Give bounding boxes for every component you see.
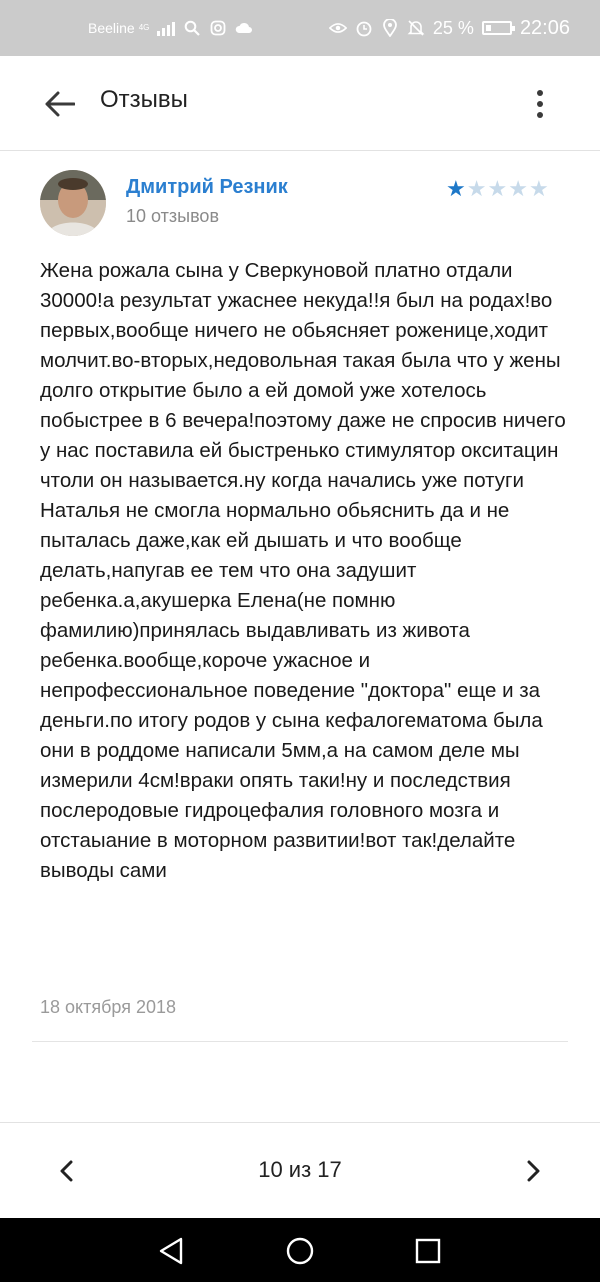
pager-label: 10 из 17 xyxy=(258,1157,342,1182)
alarm-icon xyxy=(355,19,373,37)
system-nav-bar xyxy=(0,1218,600,1282)
home-circle-icon xyxy=(285,1236,315,1266)
recents-square-icon xyxy=(415,1238,441,1264)
divider xyxy=(32,1041,568,1042)
status-right xyxy=(329,0,570,56)
next-review-button[interactable] xyxy=(514,1151,554,1191)
star-empty-icon: ★ xyxy=(508,177,528,202)
back-button[interactable] xyxy=(40,86,80,122)
battery-fill xyxy=(486,25,492,31)
author-name[interactable]: Дмитрий Резник xyxy=(126,176,288,198)
clock: 22:06 xyxy=(519,16,570,39)
mute-icon xyxy=(407,19,425,37)
status-bar xyxy=(0,0,600,56)
search-icon xyxy=(183,19,201,37)
page-title: Отзывы xyxy=(100,86,188,113)
network-type xyxy=(139,24,150,32)
chevron-right-icon xyxy=(527,1160,541,1182)
more-options-button[interactable] xyxy=(526,86,554,122)
location-icon xyxy=(381,19,399,37)
star-empty-icon: ★ xyxy=(528,177,549,202)
eye-icon xyxy=(329,19,347,37)
review-date: 18 октября 2018 xyxy=(40,997,177,1017)
battery-percent: 25 % xyxy=(432,17,474,38)
status-left xyxy=(88,0,253,56)
instagram-icon xyxy=(209,19,227,37)
star-empty-icon: ★ xyxy=(466,177,487,202)
avatar[interactable] xyxy=(40,170,106,236)
cloud-icon xyxy=(235,19,253,37)
star-filled-icon: ★ xyxy=(446,177,466,202)
nav-recents-button[interactable] xyxy=(413,1236,443,1266)
signal-icon xyxy=(157,20,175,36)
app-bar xyxy=(0,56,600,151)
nav-home-button[interactable] xyxy=(285,1236,315,1266)
author-reviews-count: 10 отзывов xyxy=(126,206,220,226)
review-text: Жена рожала сына у Сверкуновой платно отдали 30000!а результат ужаснее некуда!!я был на родах!во первых,вообще ничего не обьясняет роженице,ходит молчит.во-вторых,недовольная такая была что у жены долго открытие было а ей домой уже хотелось побыстрее в 6 вечера!поэтому даже не спросив ничего у нас поставила ей быстренько стимулятор окситацин чтоли он называется.ну когда начались уже потуги Наталья не смогла нормально обьяснить да и не пыталась даже,как ей дышать и что вообще делать,напугав ее тем что она задушит ребенка.а,акушерка Елена(не помню фамилию)принялась выдавливать из живота ребенка.вообще,короче ужасное и непрофессиональное поведение "доктора" еще и за деньги.по итогу родов у сына кефалогематома была они в роддоме написали 5мм,а на самом деле мы измерили 4см!враки опять таки!ну и последствия послеродовые гидроцефалия головного мозга и отстаыание в моторном развитии!вот так!делайте выводы сами xyxy=(40,259,566,882)
pager xyxy=(0,1122,600,1219)
back-triangle-icon xyxy=(158,1237,184,1265)
rating-stars xyxy=(446,178,549,202)
nav-back-button[interactable] xyxy=(156,1236,186,1266)
network-label: 4G xyxy=(138,23,150,32)
more-vertical-icon xyxy=(537,90,543,96)
battery-icon xyxy=(482,21,512,35)
carrier-label: Beeline xyxy=(88,20,135,36)
arrow-left-icon xyxy=(45,91,75,117)
star-empty-icon: ★ xyxy=(487,177,508,202)
